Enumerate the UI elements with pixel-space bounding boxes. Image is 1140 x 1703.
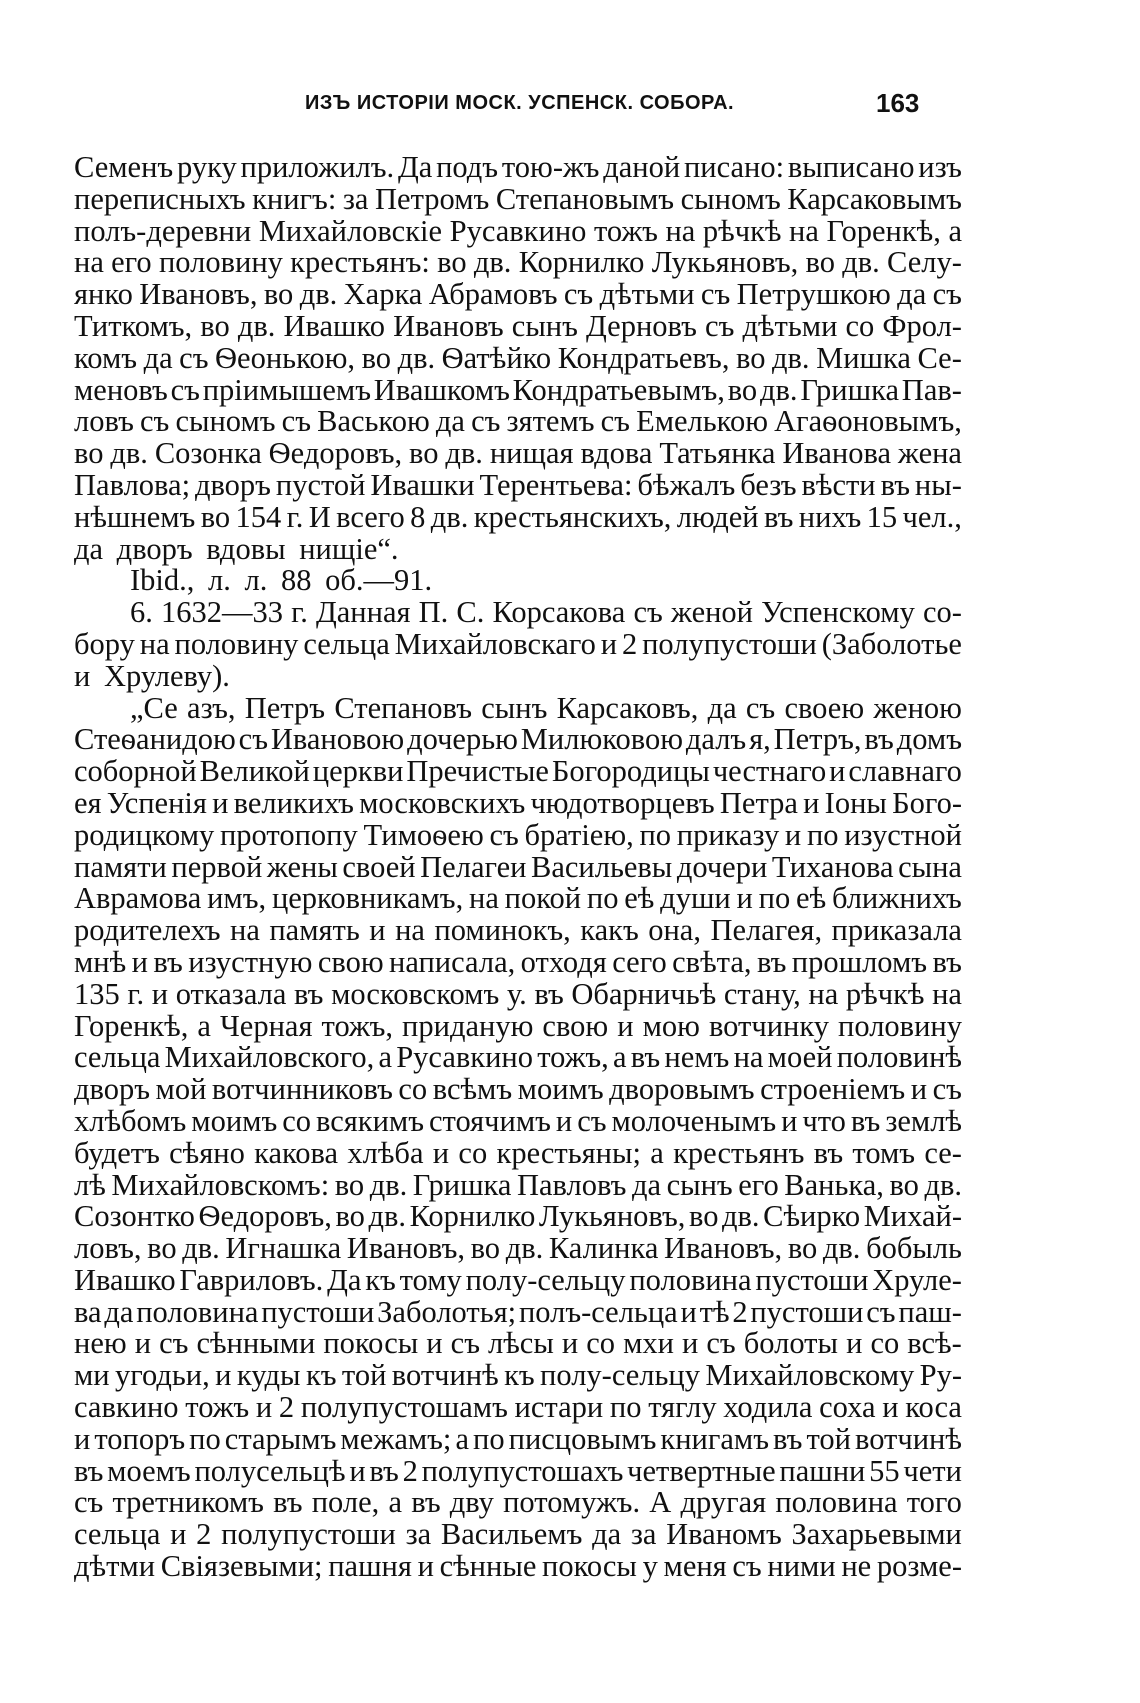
text-line: савкино тожъ и 2 полупустошамъ истари по тяглу ходила соха и коса <box>74 1390 962 1425</box>
text-line: на его половину крестьянъ: во дв. Корнилко Лукьяновъ, во дв. Селу- <box>74 245 962 280</box>
text-line: хлѣбомъ моимъ со всякимъ стоячимъ и съ молоченымъ и что въ землѣ <box>74 1103 962 1138</box>
text-line: 6. 1632—33 г. Данная П. С. Корсакова съ женой Успенскому со- <box>130 595 962 630</box>
text-line: „Се азъ, Петръ Степановъ сынъ Карсаковъ, да съ своею женою <box>130 690 962 725</box>
text-line: и топоръ по старымъ межамъ; а по писцовымъ книгамъ въ той вотчинѣ <box>74 1421 962 1456</box>
text-line: сельца Михайловского, а Русавкино тожъ, а въ немъ на моей половинѣ <box>74 1040 962 1075</box>
text-line: 135 г. и отказала въ московскомъ у. въ Обарничьѣ стану, на рѣчкѣ на <box>74 976 962 1011</box>
text-line: дѣтми Свiязевыми; пашня и сѣнные покосы у меня съ ними не розме- <box>74 1549 962 1584</box>
text-line: ея Успенія и великихъ московскихъ чюдотворцевъ Петра и Іоны Бого- <box>74 785 962 820</box>
text-line: ва да половина пустоши Заболотья; полъ-сельца и тѣ 2 пустоши съ паш- <box>74 1294 962 1329</box>
text-line: въ моемъ полусельцѣ и въ 2 полупустошахъ четвертные пашни 55 чети <box>74 1453 962 1488</box>
text-line: и Хрулеву). <box>74 658 230 693</box>
text-line: янко Ивановъ, во дв. Харка Абрамовъ съ дѣтьми съ Петрушкою да съ <box>74 277 962 312</box>
text-line: да дворъ вдовы нищіе“. <box>74 531 399 566</box>
text-line: Стеѳанидою съ Ивановою дочерью Милюковою далъ я, Петръ, въ домъ <box>74 722 962 757</box>
text-line: Горенкѣ, а Черная тожъ, приданую свою и мою вотчинку половину <box>74 1008 962 1043</box>
text-line: нею и съ сѣнными покосы и съ лѣсы и со мхи и съ болоты и со всѣ- <box>74 1326 962 1361</box>
text-line: съ третникомъ въ поле, а въ дву потомужъ. А другая половина того <box>74 1485 962 1520</box>
text-line: соборной Великой церкви Пречистые Богородицы честнаго и славнаго <box>74 754 962 789</box>
text-line: переписныхъ книгъ: за Петромъ Степановымъ сыномъ Карсаковымъ <box>74 181 962 216</box>
text-line: ловъ, во дв. Игнашка Ивановъ, во дв. Калинка Ивановъ, во дв. бобыль <box>74 1231 962 1266</box>
text-line: нѣшнемъ во 154 г. И всего 8 дв. крестьянскихъ, людей въ нихъ 15 чел., <box>74 499 962 534</box>
text-line: памяти первой жены своей Пелагеи Васильевы дочери Тиханова сына <box>74 849 962 884</box>
text-line: Аврамова имъ, церковникамъ, на покой по еѣ души и по еѣ ближнихъ <box>74 881 962 916</box>
text-line: Созонтко Ѳедоровъ, во дв. Корнилко Лукьяновъ, во дв. Сѣирко Михай- <box>74 1199 962 1234</box>
text-line: бору на половину сельца Михайловскаго и 2 полупустоши (Заболотье <box>74 626 962 661</box>
text-line: мнѣ и въ изустную свою написала, отходя сего свѣта, въ прошломъ въ <box>74 944 962 979</box>
page-number: 163 <box>876 88 920 118</box>
text-line: во дв. Созонка Ѳедоровъ, во дв. нищая вдова Татьянка Иванова жена <box>74 436 962 471</box>
text-line: Павлова; дворъ пустой Ивашки Терентьева: бѣжалъ безъ вѣсти въ ны- <box>74 467 962 502</box>
running-title: ИЗЪ ИСТОРIИ МОСК. УСПЕНСК. СОБОРА. <box>305 92 735 114</box>
text-line: Титкомъ, во дв. Ивашко Ивановъ сынъ Дерновъ съ дѣтьми со Фрол- <box>74 308 962 343</box>
text-line: Ивашко Гавриловъ. Да къ тому полу-сельцу половина пустоши Хруле- <box>74 1262 962 1297</box>
text-line: родицкому протопопу Тимоѳею съ братіею, по приказу и по изустной <box>74 817 962 852</box>
text-line: родителехъ на память и на поминокъ, какъ она, Пелагея, приказала <box>74 913 962 948</box>
text-line: лѣ Михайловскомъ: во дв. Гришка Павловъ да сынъ его Ванька, во дв. <box>74 1167 962 1202</box>
text-line: ми угодьи, и куды къ той вотчинѣ къ полу-сельцу Михайловскому Ру- <box>74 1358 962 1393</box>
text-line: Ibid., л. л. 88 об.—91. <box>130 563 433 598</box>
text-line: будетъ сѣяно какова хлѣба и со крестьяны; а крестьянъ въ томъ се- <box>74 1135 962 1170</box>
text-line: комъ да съ Ѳеонькою, во дв. Ѳатѣйко Кондратьевъ, во дв. Мишка Се- <box>74 340 962 375</box>
body-text <box>74 152 962 1583</box>
text-line: сельца и 2 полупустоши за Васильемъ да за Иваномъ Захарьевыми <box>74 1517 962 1552</box>
text-line: полъ-деревни Михайловскіе Русавкино тожъ на рѣчкѣ на Горенкѣ, а <box>74 213 962 248</box>
text-line: ловъ съ сыномъ съ Ваською да съ зятемъ съ Емелькою Агаѳоновымъ, <box>74 404 962 439</box>
text-line: дворъ мой вотчинниковъ со всѣмъ моимъ дворовымъ строеніемъ и съ <box>74 1072 962 1107</box>
text-line: Семенъ руку приложилъ. Да подъ тою-жъ даной писано: выписано изъ <box>74 150 962 184</box>
text-line: меновъ съ прiимышемъ Ивашкомъ Кондратьевымъ, во дв. Гришка Пав- <box>74 372 962 407</box>
